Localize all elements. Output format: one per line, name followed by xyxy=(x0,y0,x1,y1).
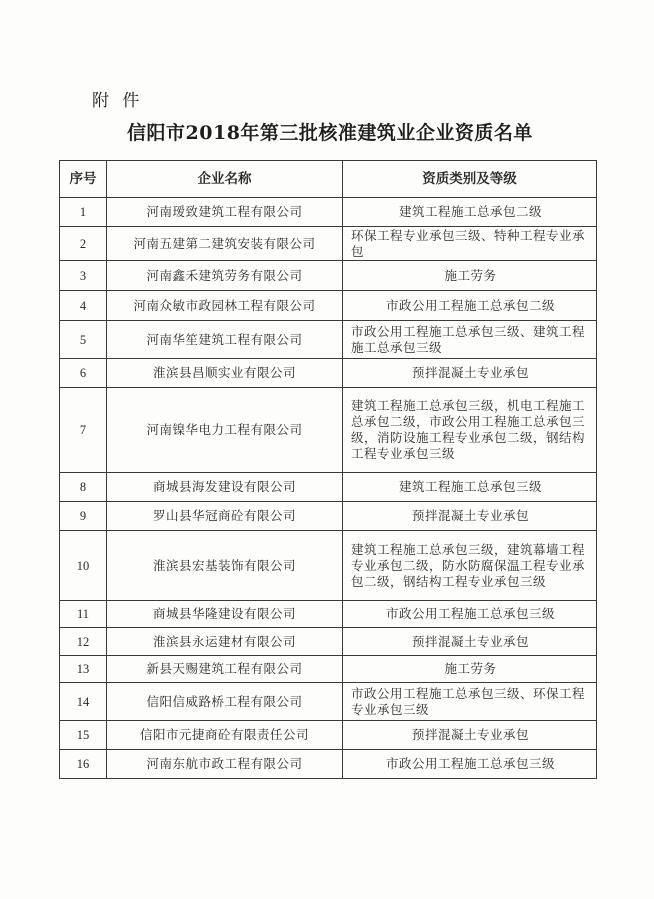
row-serial: 1 xyxy=(60,198,107,227)
table-row xyxy=(60,227,597,261)
row-company-name: 罗山县华冠商砼有限公司 xyxy=(107,502,343,531)
row-qualification: 环保工程专业承包三级、特种工程专业承包 xyxy=(343,227,597,261)
table-row xyxy=(60,388,597,473)
document-title: 信阳市2018年第三批核准建筑业企业资质名单 xyxy=(127,122,533,144)
row-serial: 11 xyxy=(60,601,107,628)
row-serial: 12 xyxy=(60,628,107,656)
table-row xyxy=(60,261,597,291)
row-serial: 8 xyxy=(60,473,107,502)
row-serial: 9 xyxy=(60,502,107,531)
row-qualification: 预拌混凝土专业承包 xyxy=(343,359,597,388)
row-serial: 14 xyxy=(60,683,107,721)
row-qualification: 建筑工程施工总承包二级 xyxy=(343,198,597,227)
row-company-name: 河南东航市政工程有限公司 xyxy=(107,750,343,779)
table-row xyxy=(60,473,597,502)
row-company-name: 信阳信威路桥工程有限公司 xyxy=(107,683,343,721)
row-qualification: 建筑工程施工总承包三级 xyxy=(343,473,597,502)
row-company-name: 淮滨县宏基装饰有限公司 xyxy=(107,531,343,601)
row-company-name: 信阳市元捷商砼有限责任公司 xyxy=(107,721,343,750)
attachment-label: 附 件 xyxy=(92,91,144,111)
table-row xyxy=(60,628,597,656)
row-serial: 7 xyxy=(60,388,107,473)
row-company-name: 商城县华隆建设有限公司 xyxy=(107,601,343,628)
row-company-name: 河南华笙建筑工程有限公司 xyxy=(107,321,343,359)
row-qualification: 市政公用工程施工总承包三级 xyxy=(343,750,597,779)
row-qualification: 预拌混凝土专业承包 xyxy=(343,721,597,750)
row-company-name: 淮滨县昌顺实业有限公司 xyxy=(107,359,343,388)
table-row xyxy=(60,531,597,601)
row-qualification: 市政公用工程施工总承包三级、环保工程专业承包三级 xyxy=(343,683,597,721)
table-header-row xyxy=(60,161,597,198)
row-company-name: 河南瑷致建筑工程有限公司 xyxy=(107,198,343,227)
row-qualification: 建筑工程施工总承包三级，建筑幕墙工程专业承包二级，防水防腐保温工程专业承包二级，钢结构工程专业承包三级 xyxy=(343,531,597,601)
table-row xyxy=(60,656,597,683)
row-qualification: 施工劳务 xyxy=(343,656,597,683)
row-qualification: 施工劳务 xyxy=(343,261,597,291)
row-company-name: 河南镍华电力工程有限公司 xyxy=(107,388,343,473)
header-serial: 序号 xyxy=(60,161,107,198)
row-company-name: 淮滨县永运建材有限公司 xyxy=(107,628,343,656)
row-serial: 4 xyxy=(60,291,107,321)
row-serial: 6 xyxy=(60,359,107,388)
row-company-name: 河南鑫禾建筑劳务有限公司 xyxy=(107,261,343,291)
table-row xyxy=(60,721,597,750)
row-company-name: 新县天赐建筑工程有限公司 xyxy=(107,656,343,683)
table-row xyxy=(60,359,597,388)
row-qualification: 市政公用工程施工总承包三级、建筑工程施工总承包三级 xyxy=(343,321,597,359)
row-qualification: 预拌混凝土专业承包 xyxy=(343,502,597,531)
row-qualification: 预拌混凝土专业承包 xyxy=(343,628,597,656)
row-company-name: 河南五建第二建筑安装有限公司 xyxy=(107,227,343,261)
row-qualification: 市政公用工程施工总承包二级 xyxy=(343,291,597,321)
table-row xyxy=(60,683,597,721)
row-serial: 15 xyxy=(60,721,107,750)
row-serial: 5 xyxy=(60,321,107,359)
row-serial: 10 xyxy=(60,531,107,601)
row-serial: 3 xyxy=(60,261,107,291)
header-qualification: 资质类别及等级 xyxy=(343,161,597,198)
table-row xyxy=(60,291,597,321)
row-qualification: 建筑工程施工总承包三级，机电工程施工总承包二级，市政公用工程施工总承包三级，消防设施工程专业承包二级，钢结构工程专业承包三级 xyxy=(343,388,597,473)
header-company-name: 企业名称 xyxy=(107,161,343,198)
table-row xyxy=(60,750,597,779)
row-qualification: 市政公用工程施工总承包三级 xyxy=(343,601,597,628)
table-row xyxy=(60,321,597,359)
row-serial: 2 xyxy=(60,227,107,261)
row-serial: 13 xyxy=(60,656,107,683)
row-company-name: 河南众敏市政园林工程有限公司 xyxy=(107,291,343,321)
row-company-name: 商城县海发建设有限公司 xyxy=(107,473,343,502)
table-row xyxy=(60,502,597,531)
row-serial: 16 xyxy=(60,750,107,779)
table-row xyxy=(60,601,597,628)
qualification-table xyxy=(59,160,597,779)
table-row xyxy=(60,198,597,227)
